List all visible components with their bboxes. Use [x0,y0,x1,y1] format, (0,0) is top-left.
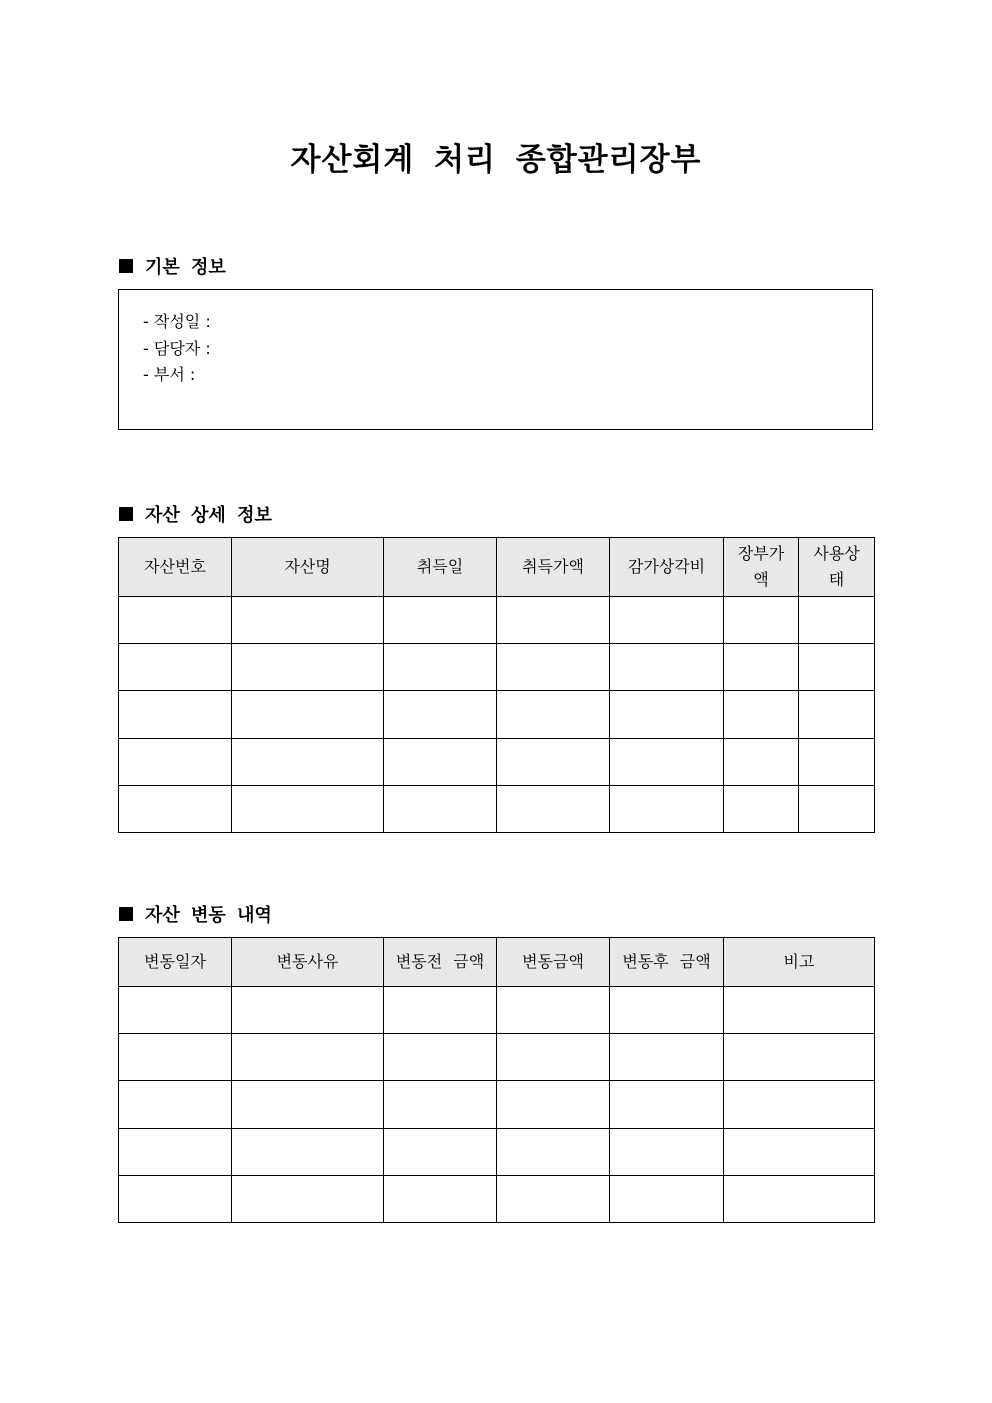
table-cell[interactable] [119,1128,232,1175]
table-cell[interactable] [384,691,497,738]
column-header-remarks: 비고 [724,938,875,987]
table-cell[interactable] [384,597,497,644]
table-cell[interactable] [232,1034,384,1081]
table-cell[interactable] [724,1081,875,1128]
table-cell[interactable] [232,785,384,832]
table-row [119,597,875,644]
asset-changes-heading [119,901,272,927]
table-cell[interactable] [232,987,384,1034]
table-cell[interactable] [119,597,232,644]
table-cell[interactable] [384,1128,497,1175]
table-cell[interactable] [724,1034,875,1081]
document-title: 자산회계 처리 종합관리장부 [290,142,702,178]
table-cell[interactable] [384,1175,497,1222]
table-cell[interactable] [799,691,875,738]
table-cell[interactable] [724,785,799,832]
table-cell[interactable] [610,987,724,1034]
table-row [119,1128,875,1175]
column-header-acquire-cost: 취득가액 [497,538,610,597]
table-cell[interactable] [119,1081,232,1128]
table-row [119,1175,875,1222]
table-row [119,644,875,691]
table-cell[interactable] [724,1128,875,1175]
column-header-change-reason: 변동사유 [232,938,384,987]
table-row [119,1081,875,1128]
table-cell[interactable] [799,738,875,785]
table-header-row [119,938,875,987]
table-cell[interactable] [799,785,875,832]
asset-changes-table [118,937,875,1223]
table-cell[interactable] [119,644,232,691]
table-cell[interactable] [497,597,610,644]
table-row [119,738,875,785]
table-cell[interactable] [724,738,799,785]
table-cell[interactable] [724,1175,875,1222]
table-cell[interactable] [724,987,875,1034]
column-header-usage-status: 사용상태 [799,538,875,597]
info-line-date: - 작성일 : [143,312,211,331]
table-cell[interactable] [497,785,610,832]
column-header-change-amount: 변동금액 [497,938,610,987]
table-cell[interactable] [232,1128,384,1175]
square-bullet-icon [119,259,133,273]
column-header-amount-before: 변동전 금액 [384,938,497,987]
table-cell[interactable] [232,644,384,691]
table-cell[interactable] [497,1034,610,1081]
table-cell[interactable] [232,597,384,644]
table-row [119,987,875,1034]
table-cell[interactable] [724,691,799,738]
table-cell[interactable] [384,987,497,1034]
asset-details-heading [119,501,272,527]
table-cell[interactable] [724,644,799,691]
table-cell[interactable] [497,691,610,738]
column-header-change-date: 변동일자 [119,938,232,987]
table-row [119,785,875,832]
table-cell[interactable] [119,691,232,738]
table-cell[interactable] [610,1034,724,1081]
asset-details-heading-text: 자산 상세 정보 [145,505,272,526]
table-cell[interactable] [610,1175,724,1222]
table-cell[interactable] [232,1175,384,1222]
column-header-acquire-date: 취득일 [384,538,497,597]
column-header-asset-no: 자산번호 [119,538,232,597]
table-cell[interactable] [497,987,610,1034]
square-bullet-icon [119,907,133,921]
table-cell[interactable] [799,644,875,691]
table-cell[interactable] [497,644,610,691]
table-cell[interactable] [610,644,724,691]
table-cell[interactable] [119,1175,232,1222]
table-cell[interactable] [724,597,799,644]
table-header-row [119,538,875,597]
table-cell[interactable] [384,785,497,832]
column-header-depreciation: 감가상각비 [610,538,724,597]
table-cell[interactable] [610,738,724,785]
table-row [119,1034,875,1081]
table-cell[interactable] [610,1081,724,1128]
info-line-department: - 부서 : [143,365,196,384]
table-row [119,691,875,738]
table-cell[interactable] [119,1034,232,1081]
table-cell[interactable] [384,644,497,691]
table-cell[interactable] [610,597,724,644]
basic-info-heading-text: 기본 정보 [145,257,226,278]
table-cell[interactable] [610,1128,724,1175]
column-header-book-value: 장부가액 [724,538,799,597]
table-cell[interactable] [610,691,724,738]
column-header-asset-name: 자산명 [232,538,384,597]
square-bullet-icon [119,507,133,521]
table-cell[interactable] [232,691,384,738]
table-cell[interactable] [384,738,497,785]
table-cell[interactable] [497,1175,610,1222]
basic-info-box [118,289,873,430]
table-cell[interactable] [384,1081,497,1128]
table-cell[interactable] [497,1081,610,1128]
table-cell[interactable] [119,785,232,832]
info-line-manager: - 담당자 : [143,338,211,358]
table-cell[interactable] [119,987,232,1034]
asset-details-table [118,537,875,833]
column-header-amount-after: 변동후 금액 [610,938,724,987]
table-cell[interactable] [119,738,232,785]
basic-info-heading [119,253,226,279]
table-cell[interactable] [799,597,875,644]
asset-changes-heading-text: 자산 변동 내역 [145,905,272,926]
table-cell[interactable] [610,785,724,832]
table-cell[interactable] [384,1034,497,1081]
table-cell[interactable] [232,1081,384,1128]
table-cell[interactable] [232,738,384,785]
table-cell[interactable] [497,1128,610,1175]
table-cell[interactable] [497,738,610,785]
